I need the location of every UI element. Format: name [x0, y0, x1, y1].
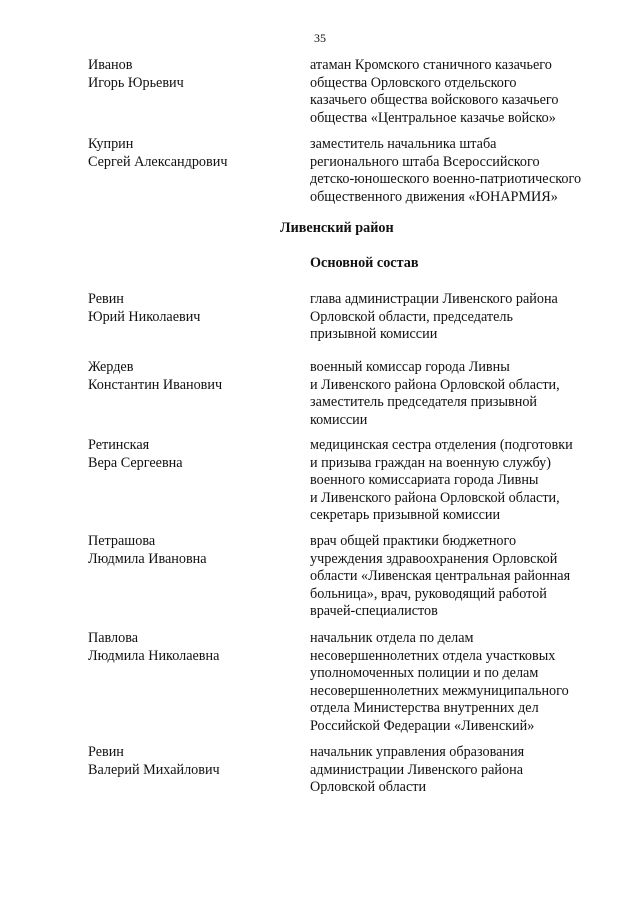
section-heading: Основной состав — [310, 255, 419, 271]
member-position — [310, 359, 610, 429]
position-line: несовершеннолетних отдела участковых — [310, 647, 556, 664]
position-line: больница», врач, руководящий работой — [310, 585, 547, 602]
position-line: призывной комиссии — [310, 326, 438, 343]
position-line: атаман Кромского станичного казачьего — [310, 57, 552, 73]
member-given-names: Константин Иванович — [88, 376, 223, 393]
member-given-names: Игорь Юрьевич — [88, 74, 184, 91]
position-line: и Ливенского района Орловской области, — [310, 376, 560, 393]
member-surname: Жердев — [88, 359, 134, 375]
position-line: Российской Федерации «Ливенский» — [310, 717, 535, 734]
member-surname: Петрашова — [88, 533, 156, 549]
member-name — [88, 437, 293, 472]
position-line: военного комиссариата города Ливны — [310, 472, 539, 489]
member-name — [88, 57, 293, 92]
position-line: Орловской области, председатель — [310, 308, 513, 325]
position-line: начальник отдела по делам — [310, 630, 474, 646]
position-line: отдела Министерства внутренних дел — [310, 700, 539, 717]
position-line: области «Ливенская центральная районная — [310, 568, 571, 585]
position-line: глава администрации Ливенского района — [310, 291, 558, 307]
member-name — [88, 744, 293, 779]
position-line: детско-юношеского военно-патриотического — [310, 171, 582, 188]
member-position — [310, 136, 610, 206]
member-name — [88, 291, 293, 326]
member-position — [310, 533, 610, 621]
member-surname: Ревин — [88, 291, 124, 307]
member-given-names: Валерий Михайлович — [88, 761, 220, 778]
position-line: администрации Ливенского района — [310, 761, 524, 778]
position-line: учреждения здравоохранения Орловской — [310, 550, 558, 567]
position-line: начальник управления образования — [310, 744, 525, 760]
member-given-names: Вера Сергеевна — [88, 454, 183, 471]
position-line: общества «Центральное казачье войско» — [310, 109, 556, 126]
position-line: казачьего общества войскового казачьего — [310, 92, 559, 109]
position-line: и призыва граждан на военную службу) — [310, 454, 551, 471]
member-surname: Павлова — [88, 630, 139, 646]
member-surname: Ревин — [88, 744, 124, 760]
position-line: общества Орловского отдельского — [310, 74, 517, 91]
member-name — [88, 136, 293, 171]
position-line: несовершеннолетних межмуниципального — [310, 682, 569, 699]
member-position — [310, 744, 610, 797]
district-heading: Ливенский район — [280, 220, 394, 236]
position-line: общественного движения «ЮНАРМИЯ» — [310, 188, 558, 205]
position-line: регионального штаба Всероссийского — [310, 153, 540, 170]
member-given-names: Юрий Николаевич — [88, 308, 201, 325]
position-line: медицинская сестра отделения (подготовки — [310, 437, 573, 453]
member-given-names: Людмила Николаевна — [88, 647, 220, 664]
position-line: уполномоченных полиции и по делам — [310, 665, 539, 682]
member-surname: Ретинская — [88, 437, 150, 453]
member-position — [310, 57, 610, 127]
page-number: 35 — [314, 31, 326, 45]
position-line: и Ливенского района Орловской области, — [310, 489, 560, 506]
position-line: врач общей практики бюджетного — [310, 533, 517, 549]
member-name — [88, 359, 293, 394]
member-surname: Иванов — [88, 57, 133, 73]
position-line: комиссии — [310, 411, 368, 428]
member-given-names: Людмила Ивановна — [88, 550, 207, 567]
position-line: военный комиссар города Ливны — [310, 359, 510, 375]
member-given-names: Сергей Александрович — [88, 153, 228, 170]
member-position — [310, 291, 610, 344]
member-position — [310, 630, 610, 736]
position-line: заместитель председателя призывной — [310, 394, 537, 411]
member-position — [310, 437, 610, 525]
member-name — [88, 630, 293, 665]
position-line: заместитель начальника штаба — [310, 136, 497, 152]
position-line: врачей-специалистов — [310, 603, 438, 620]
member-name — [88, 533, 293, 568]
member-surname: Куприн — [88, 136, 134, 152]
position-line: Орловской области — [310, 779, 427, 796]
position-line: секретарь призывной комиссии — [310, 507, 501, 524]
